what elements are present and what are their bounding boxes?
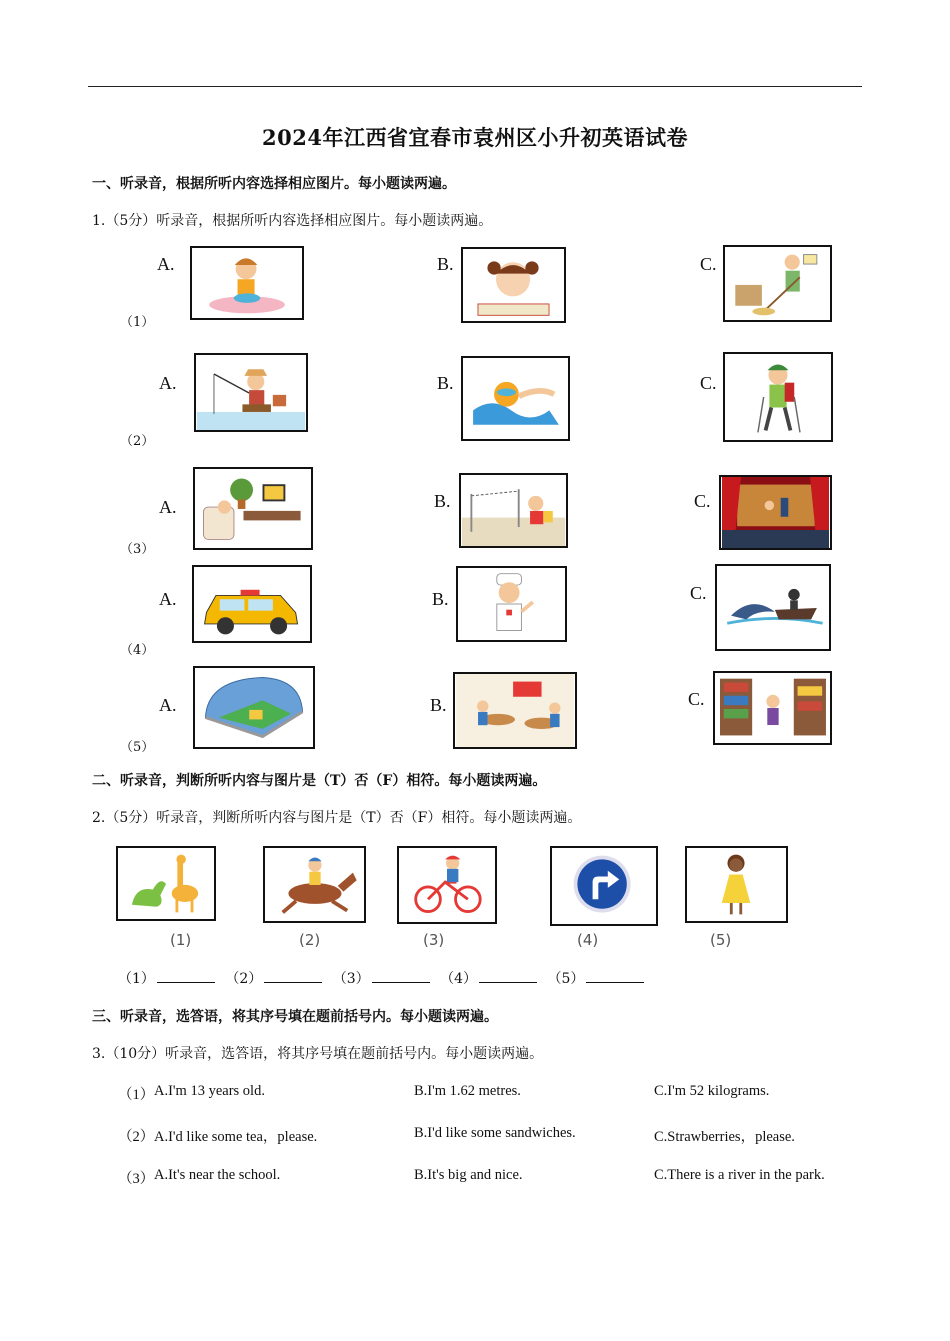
row3-label-b: B. (434, 491, 451, 511)
s2-blank-label-2: （2） (225, 971, 263, 987)
row1-label-a: A. (157, 254, 175, 274)
s3-item1-number: （1） (118, 1087, 155, 1103)
row5-label-b: B. (430, 695, 447, 715)
s3-item2-number: （2） (118, 1129, 155, 1145)
row2-image-b-swimming (461, 356, 570, 441)
row1-image-c-sweeping (723, 245, 832, 322)
s3-item2-option-b: B.I'd like some sandwiches. (414, 1125, 576, 1141)
row3-image-b-playground (459, 473, 568, 548)
s2-label-2: (2) (299, 931, 321, 949)
row1-image-a-washing (190, 246, 304, 320)
s2-answer-blanks (118, 968, 650, 988)
s3-item3-number: （3） (118, 1171, 155, 1187)
s2-label-4: (4) (577, 931, 599, 949)
page-title: 2024年江西省宜春市袁州区小升初英语试卷 (262, 125, 688, 150)
s2-answer-blank-3[interactable] (372, 970, 430, 983)
s2-blank-label-3: （3） (332, 971, 370, 987)
row4-image-b-doctor (456, 566, 567, 642)
section1-heading: 一、听录音，根据所听内容选择相应图片。每小题读两遍。 (92, 176, 456, 192)
s2-answer-blank-5[interactable] (586, 970, 644, 983)
row1-number: （1） (120, 315, 155, 330)
row4-number: （4） (120, 643, 155, 658)
question3-text: 3.（10分）听录音，选答语，将其序号填在题前括号内。每小题读两遍。 (92, 1046, 544, 1062)
row5-label-a: A. (159, 695, 177, 715)
row4-label-a: A. (159, 589, 177, 609)
row1-label-b: B. (437, 254, 454, 274)
header-rule (88, 86, 862, 87)
question2-text: 2.（5分）听录音，判断所听内容与图片是（T）否（F）相符。每小题读两遍。 (92, 810, 582, 826)
s3-item2-option-a: A.I'd like some tea，please. (154, 1129, 318, 1145)
s3-item1-option-b: B.I'm 1.62 metres. (414, 1083, 521, 1099)
s2-label-3: (3) (423, 931, 445, 949)
s2-answer-blank-2[interactable] (264, 970, 322, 983)
row1-image-b-writing (461, 247, 566, 323)
s2-image-2-riding-horse (263, 846, 366, 923)
row3-image-c-theatre (719, 475, 832, 550)
s3-item3-option-b: B.It's big and nice. (414, 1167, 523, 1183)
s2-image-1-dinosaur-giraffe (116, 846, 216, 921)
row2-image-a-fishing (194, 353, 308, 432)
row3-number: （3） (120, 542, 155, 557)
row4-label-b: B. (432, 589, 449, 609)
row2-number: （2） (120, 434, 155, 449)
s2-blank-label-1: （1） (118, 971, 155, 987)
s3-item3-option-a: A.It's near the school. (154, 1167, 281, 1183)
row4-label-c: C. (690, 583, 707, 603)
row5-image-c-library (713, 671, 832, 745)
row5-number: （5） (120, 740, 155, 755)
s2-blank-label-5: （5） (547, 971, 585, 987)
question1-text: 1.（5分）听录音，根据所听内容选择相应图片。每小题读两遍。 (92, 213, 493, 229)
row2-label-b: B. (437, 373, 454, 393)
row3-label-c: C. (694, 491, 711, 511)
s2-label-1: (1) (170, 931, 192, 949)
row3-image-a-living-room (193, 467, 313, 550)
row5-image-b-restaurant (453, 672, 577, 749)
row1-label-c: C. (700, 254, 717, 274)
s3-item1-option-c: C.I'm 52 kilograms. (654, 1083, 770, 1099)
row2-image-c-hiking (723, 352, 833, 442)
s2-image-5-girl-dress (685, 846, 788, 923)
s2-answer-blank-1[interactable] (157, 970, 215, 983)
s3-item1-option-a: A.I'm 13 years old. (154, 1083, 265, 1099)
row5-image-a-stadium (193, 666, 315, 749)
s2-image-3-cycling (397, 846, 497, 924)
s2-blank-label-4: （4） (440, 971, 478, 987)
row4-image-c-boat-dolphin (715, 564, 831, 651)
section2-heading: 二、听录音，判断所听内容与图片是（T）否（F）相符。每小题读两遍。 (92, 773, 547, 789)
row3-label-a: A. (159, 497, 177, 517)
s2-answer-blank-4[interactable] (479, 970, 537, 983)
row5-label-c: C. (688, 689, 705, 709)
row2-label-c: C. (700, 373, 717, 393)
section3-heading: 三、听录音，选答语，将其序号填在题前括号内。每小题读两遍。 (92, 1009, 498, 1025)
s2-image-4-turn-right-sign (550, 846, 658, 926)
s3-item3-option-c: C.There is a river in the park. (654, 1167, 825, 1183)
row4-image-a-taxi (192, 565, 312, 643)
s2-label-5: (5) (710, 931, 732, 949)
s3-item2-option-c: C.Strawberries，please. (654, 1129, 795, 1145)
row2-label-a: A. (159, 373, 177, 393)
